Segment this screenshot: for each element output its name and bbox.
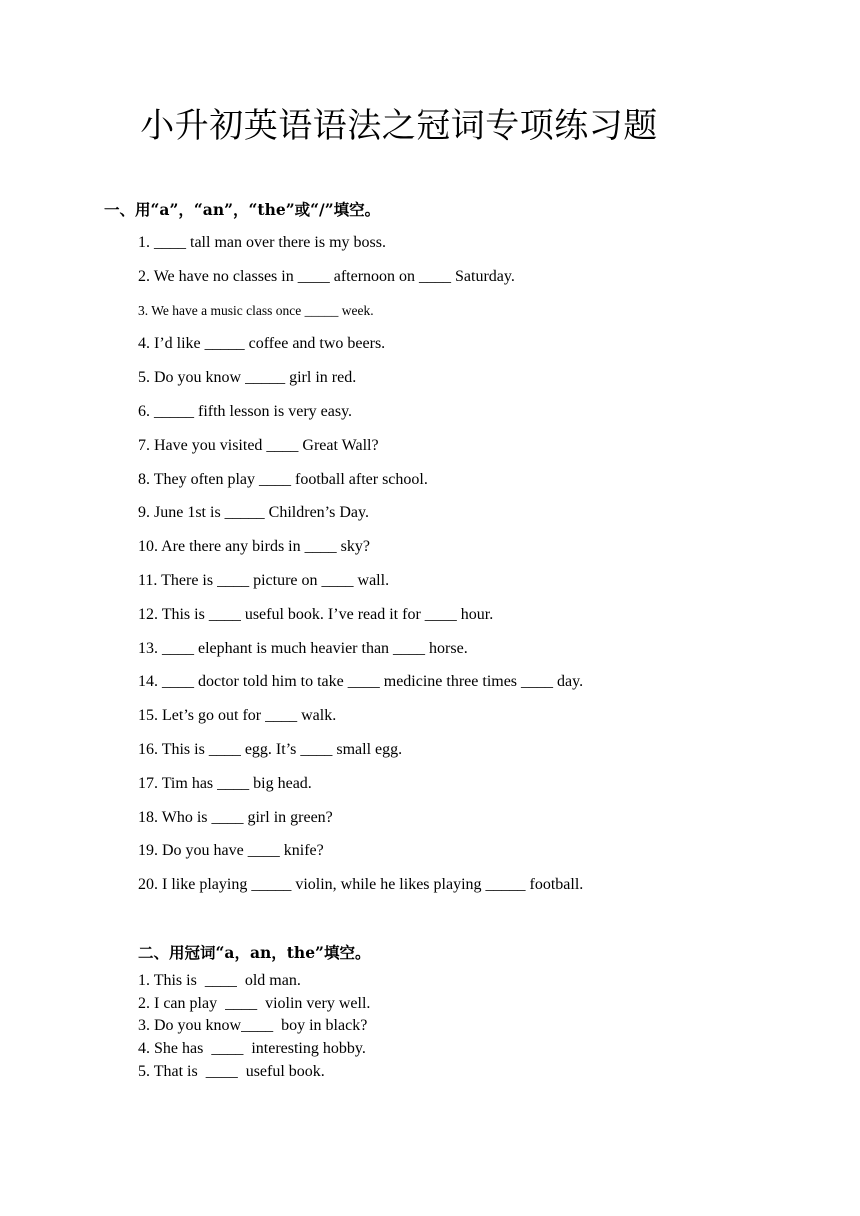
question-item: 10. Are there any birds in ____ sky?	[138, 538, 370, 556]
question-item: 17. Tim has ____ big head.	[138, 774, 312, 792]
question-item: 7. Have you visited ____ Great Wall?	[138, 436, 379, 454]
question-item: 1. This is ____ old man.	[138, 972, 301, 989]
question-item: 3. We have a music class once _____ week.	[138, 302, 374, 318]
question-item: 19. Do you have ____ knife?	[138, 842, 324, 860]
question-item: 13. ____ elephant is much heavier than ____ horse.	[138, 639, 468, 657]
question-item: 6. _____ fifth lesson is very easy.	[138, 402, 353, 420]
section-1-heading: 一、用“a”，“an”，“the”或“/”填空。	[104, 200, 381, 219]
question-item: 15. Let’s go out for ____ walk.	[138, 707, 337, 725]
section-2-heading: 二、用冠词“a，an，the”填空。	[138, 943, 371, 962]
question-item: 4. She has ____ interesting hobby.	[138, 1040, 366, 1058]
question-item: 1. ____ tall man over there is my boss.	[138, 234, 386, 251]
question-item: 11. There is ____ picture on ____ wall.	[138, 571, 390, 589]
question-item: 4. I’d like _____ coffee and two beers.	[138, 335, 386, 353]
question-item: 12. This is ____ useful book. I’ve read it for ____ hour.	[138, 605, 494, 623]
question-item: 5. That is ____ useful book.	[138, 1062, 325, 1080]
question-item: 5. Do you know _____ girl in red.	[138, 369, 357, 387]
question-item: 20. I like playing _____ violin, while he likes playing _____ football.	[138, 876, 584, 894]
question-item: 3. Do you know____ boy in black?	[138, 1017, 368, 1035]
section-1-question-list	[138, 233, 583, 909]
question-item: 18. Who is ____ girl in green?	[138, 808, 333, 826]
question-item: 2. I can play ____ violin very well.	[138, 994, 371, 1012]
section-2-question-list	[138, 971, 370, 1084]
page-title: 小升初英语语法之冠词专项练习题	[140, 106, 658, 146]
question-item: 16. This is ____ egg. It’s ____ small egg.	[138, 740, 403, 758]
question-item: 8. They often play ____ football after school.	[138, 470, 428, 488]
question-item: 14. ____ doctor told him to take ____ medicine three times ____ day.	[138, 673, 584, 691]
question-item: 2. We have no classes in ____ afternoon on ____ Saturday.	[138, 267, 515, 285]
question-item: 9. June 1st is _____ Children’s Day.	[138, 504, 369, 522]
